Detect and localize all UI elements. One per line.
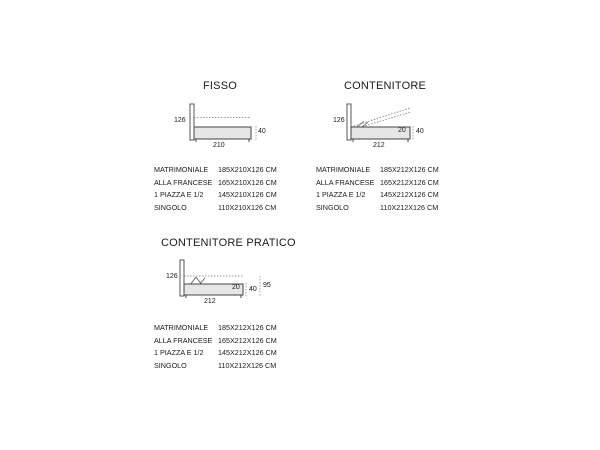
section-title: FISSO [203,80,238,92]
spec-size: 110X210X126 CM [218,202,277,212]
spec-label: ALLA FRANCESE [154,177,213,187]
spec-label: SINGOLO [154,202,187,212]
dim-height: 126 [174,117,186,124]
spec-label: 1 PIAZZA E 1/2 [154,190,204,200]
spec-size: 145X210X126 CM [218,190,277,200]
spec-size: 185X212X126 CM [218,323,277,332]
dim-container: 20 [398,127,406,134]
spec-label: 1 PIAZZA E 1/2 [154,348,204,358]
spec-label: SINGOLO [154,360,187,370]
spec-row [154,347,277,360]
spec-size: 145X212X126 CM [380,190,439,200]
dim-height: 126 [333,117,345,124]
spec-size: 165X212X126 CM [218,335,277,345]
dim-length: 212 [204,298,216,305]
spec-label: MATRIMONIALE [154,165,209,174]
spec-size: 165X212X126 CM [380,177,439,187]
section-title: CONTENITORE PRATICO [161,237,296,249]
spec-size: 165X210X126 CM [218,177,277,187]
spec-size: 185X210X126 CM [218,165,277,174]
spec-size: 185X212X126 CM [380,165,439,174]
dim-height: 126 [166,273,178,280]
spec-size: 110X212X126 CM [380,202,439,212]
spec-label: MATRIMONIALE [316,165,371,174]
spec-label: 1 PIAZZA E 1/2 [316,190,366,200]
spec-row [154,322,277,335]
dim-frame: 40 [258,128,266,135]
spec-size: 110X212X126 CM [218,360,277,370]
dim-frame: 40 [249,286,257,293]
section-title: CONTENITORE [344,80,427,92]
spec-label: SINGOLO [316,202,349,212]
spec-list [154,322,277,372]
spec-label: ALLA FRANCESE [316,177,375,187]
dim-container: 20 [232,284,240,291]
spec-row [154,335,277,348]
spec-row [154,360,277,373]
dim-frame: 40 [416,128,424,135]
dim-length: 212 [373,142,385,149]
spec-label: MATRIMONIALE [154,323,209,332]
dim-total: 95 [263,282,271,289]
dim-length: 210 [213,142,225,149]
spec-label: ALLA FRANCESE [154,335,213,345]
spec-size: 145X212X126 CM [218,348,277,358]
